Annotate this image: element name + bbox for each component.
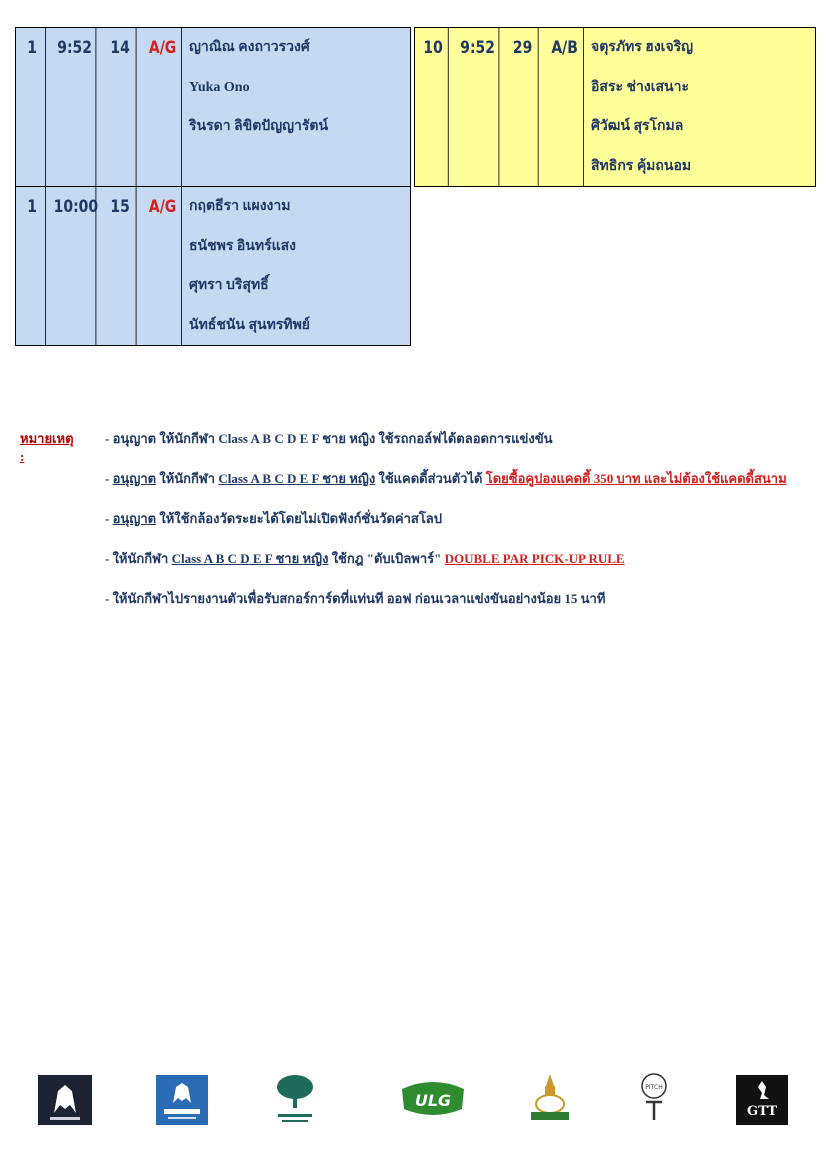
hole-number: 10 [418,28,448,186]
remark-line-4: - ให้นักกีฬา Class A B C D E F ชาย หญิง ใช้กฎ "ดับเบิลพาร์" DOUBLE PAR PICK-UP RULE [105,551,625,566]
class-label: A/B [546,28,584,186]
sponsor-logos [0,1072,830,1132]
player-name: ศุทรา บริสุทธิ์ [189,278,269,293]
royal-emblem-logo [527,1072,573,1127]
player-name: กฤตธีรา แผงงาม [189,199,291,214]
player-name: นัทธ์ชนัน สุนทรทิพย์ [189,317,311,333]
double-par-rule: DOUBLE PAR PICK-UP RULE [444,551,625,566]
player-name: Yuka Ono [189,79,250,95]
hole-number: 1 [19,28,46,186]
ulg-text: ULG [414,1090,452,1110]
tee-time: 9:52 [457,28,500,186]
group-number: 29 [507,28,538,186]
group-number: 14 [105,28,137,186]
pitch-text: PITCH [645,1084,663,1091]
class-label: A/G [144,187,182,345]
tee-time: 9:52 [54,28,97,186]
pitch-logo [636,1072,672,1127]
tee-group-14 [15,27,411,187]
gtt-text: GTT [747,1103,777,1119]
remark-line-3: - อนุญาต ให้ใช้กล้องวัดระยะได้โดยไม่เปิดฟังก์ชั่นวัดค่าสโลป [105,511,443,526]
player-name: อิสระ ช่างเสนาะ [591,79,689,95]
singha-corporation-logo [38,1072,92,1127]
tee-group-29 [414,27,816,187]
class-label: A/G [144,28,182,186]
remark-line-5: - ให้นักกีฬาไปรายงานตัวเพื่อรับสกอร์การ์ดที่แท่นที ออฟ ก่อนเวลาแข่งขันอย่างน้อย 15 นาที [105,591,606,606]
player-name: สิทธิกร คุ้มถนอม [591,158,692,174]
tee-time: 10:00 [54,187,97,345]
hole-number: 1 [19,187,46,345]
player-list [186,187,410,345]
player-name: ญาณิณ คงถาวรวงศ์ [189,40,310,55]
player-list [588,28,815,186]
unicord-golf-ulg-logo [398,1072,468,1127]
player-list [186,28,410,186]
remark-line-1: - อนุญาต ให้นักกีฬา Class A B C D E F ชาย หญิง ใช้รถกอล์ฟได้ตลอดการแข่งขัน [105,431,553,446]
player-name: จตุรภัทร ฮงเจริญ [591,40,694,55]
gtt-logo [736,1072,788,1127]
group-number: 15 [105,187,137,345]
player-name: ธนัชพร อินทร์แสง [189,238,296,254]
remark-line-2: - อนุญาต ให้นักกีฬา Class A B C D E F ชาย หญิง ใช้แคดดี้ส่วนตัวได้ โดยซื้อคูปองแคดดี้ 350 บาท และไม่ต้องใช้แคดดี้สนาม [105,471,787,486]
caddie-coupon-note: โดยซื้อคูปองแคดดี้ 350 บาท และไม่ต้องใช้แคดดี้สนาม [485,471,787,486]
remarks-label: หมายเหตุ : [20,431,74,464]
royal-hua-hin-golf-logo [272,1072,318,1127]
player-name: ศิวัฒน์ สุรโกมล [591,119,684,134]
pandamsingha-logo [156,1072,208,1127]
player-name: รินรดา ลิขิตปัญญารัตน์ [189,119,329,134]
tee-group-15 [15,186,411,346]
